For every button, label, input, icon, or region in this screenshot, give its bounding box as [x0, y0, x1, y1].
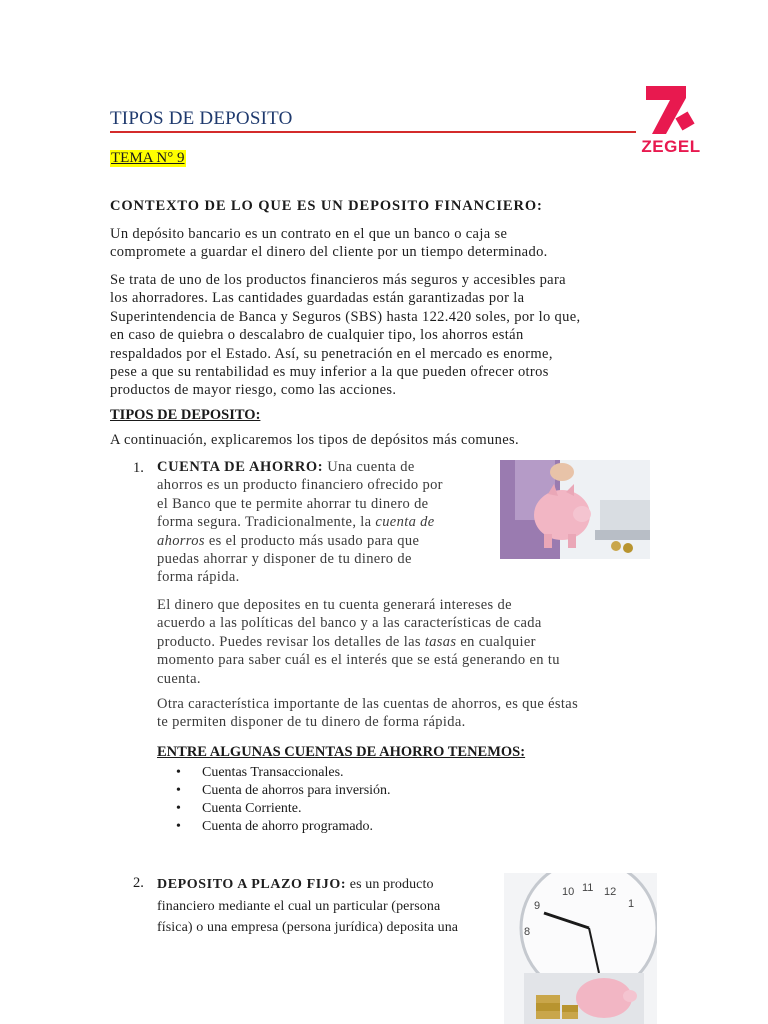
clock-piggy-illustration — [504, 873, 657, 1024]
text-line: puedas ahorrar y disponer de tu dinero de — [157, 551, 412, 568]
title-underline — [110, 131, 636, 133]
savings-accounts-list — [176, 764, 391, 836]
text-line: productos de mayor riesgo, como las acciones. — [110, 382, 397, 399]
logo-wordmark: ZEGEL — [641, 137, 701, 156]
italic-text: cuenta de — [375, 514, 435, 531]
page-title: TIPOS DE DEPOSITO — [110, 108, 293, 129]
text-line: forma rápida. — [157, 569, 240, 586]
text-line: en caso de quiebra o descalabro de cualquier tipo, los ahorros están — [110, 327, 524, 344]
savings-accounts-heading: ENTRE ALGUNAS CUENTAS DE AHORRO TENEMOS: — [157, 744, 526, 760]
list-item: • Cuenta de ahorros para inversión. — [176, 782, 391, 800]
text-line: El dinero que deposites en tu cuenta generará intereses de — [157, 597, 512, 613]
list-item: • Cuenta Corriente. — [176, 800, 391, 818]
text-line: el Banco que te permite ahorrar tu dinero de — [157, 495, 429, 512]
text-line: es el producto más usado para que — [204, 532, 420, 549]
text-line: es un producto — [346, 877, 434, 892]
list-item: • Cuenta de ahorro programado. — [176, 818, 391, 836]
item-2-number: 2. — [133, 875, 144, 891]
text-line: momento para saber cuál es el interés que se está generando en tu — [157, 652, 560, 669]
italic-text: tasas — [424, 633, 457, 650]
text-line: respaldados por el Estado. Así, su penetración en el mercado es enorme, — [110, 345, 553, 362]
italic-text: ahorros — [157, 532, 205, 549]
item-1-text — [157, 458, 492, 587]
text-line: Superintendencia de Banca y Seguros (SBS) hasta 122.420 soles, por lo que, — [110, 308, 581, 325]
text-line: Se trata de uno de los productos financieros más seguros y accesibles para — [110, 272, 566, 288]
text-line: ahorros es un producto financiero ofrecido por — [157, 477, 443, 494]
list-item: • Cuentas Transaccionales. — [176, 764, 391, 782]
text-line: te permiten disponer de tu dinero de forma rápida. — [157, 714, 466, 731]
text-line: pese a que su rentabilidad es muy inferior a la que pueden ofrecer otros — [110, 364, 549, 381]
svg-text:8: 8 — [524, 926, 531, 938]
item-2-text — [157, 874, 497, 939]
svg-text:11: 11 — [582, 882, 594, 894]
item-1-paragraph-3 — [157, 695, 677, 732]
text-line: en cualquier — [456, 633, 536, 650]
text-line: acuerdo a las políticas del banco y a las características de cada — [157, 615, 542, 632]
tema-label: TEMA N° 9 — [111, 150, 185, 166]
item-1-paragraph-2 — [157, 596, 657, 688]
context-heading: CONTEXTO DE LO QUE ES UN DEPOSITO FINANCIERO: — [110, 198, 543, 214]
zegel-logo-icon — [636, 84, 706, 136]
text-line: física) o una empresa (persona jurídica) deposita una — [157, 920, 459, 935]
svg-text:9: 9 — [534, 900, 541, 912]
context-paragraph-2 — [110, 271, 581, 400]
text-line: los ahorradores. Las cantidades guardadas están garantizadas por la — [110, 290, 525, 307]
text-line: Otra característica importante de las cuentas de ahorros, es que éstas — [157, 696, 579, 712]
svg-text:10: 10 — [562, 886, 575, 898]
piggy-bank-illustration — [500, 460, 650, 559]
text-line: cuenta. — [157, 670, 201, 687]
piggy-bank-photo — [500, 460, 650, 559]
context-paragraph-1 — [110, 225, 548, 262]
svg-text:1: 1 — [628, 898, 635, 910]
text-line: financiero mediante el cual un particular (persona — [157, 898, 441, 914]
text-line: Una cuenta de — [323, 459, 415, 475]
text-line: compromete a guardar el dinero del cliente por un tiempo determinado. — [110, 244, 548, 261]
text-line: Un depósito bancario es un contrato en el que un banco o caja se — [110, 226, 508, 242]
fixed-deposit-photo — [504, 873, 657, 1024]
text-line: forma segura. Tradicionalmente, la — [157, 514, 376, 531]
svg-text:12: 12 — [604, 886, 617, 898]
tipos-intro: A continuación, explicaremos los tipos de depósitos más comunes. — [110, 432, 519, 448]
zegel-logo — [636, 84, 706, 160]
item-2-title: DEPOSITO A PLAZO FIJO: — [157, 877, 347, 892]
item-1-number: 1. — [133, 460, 144, 476]
text-line: producto. Puedes revisar los detalles de las — [157, 633, 425, 650]
item-1-title: CUENTA DE AHORRO: — [157, 459, 324, 475]
tipos-heading: TIPOS DE DEPOSITO: — [110, 407, 261, 423]
